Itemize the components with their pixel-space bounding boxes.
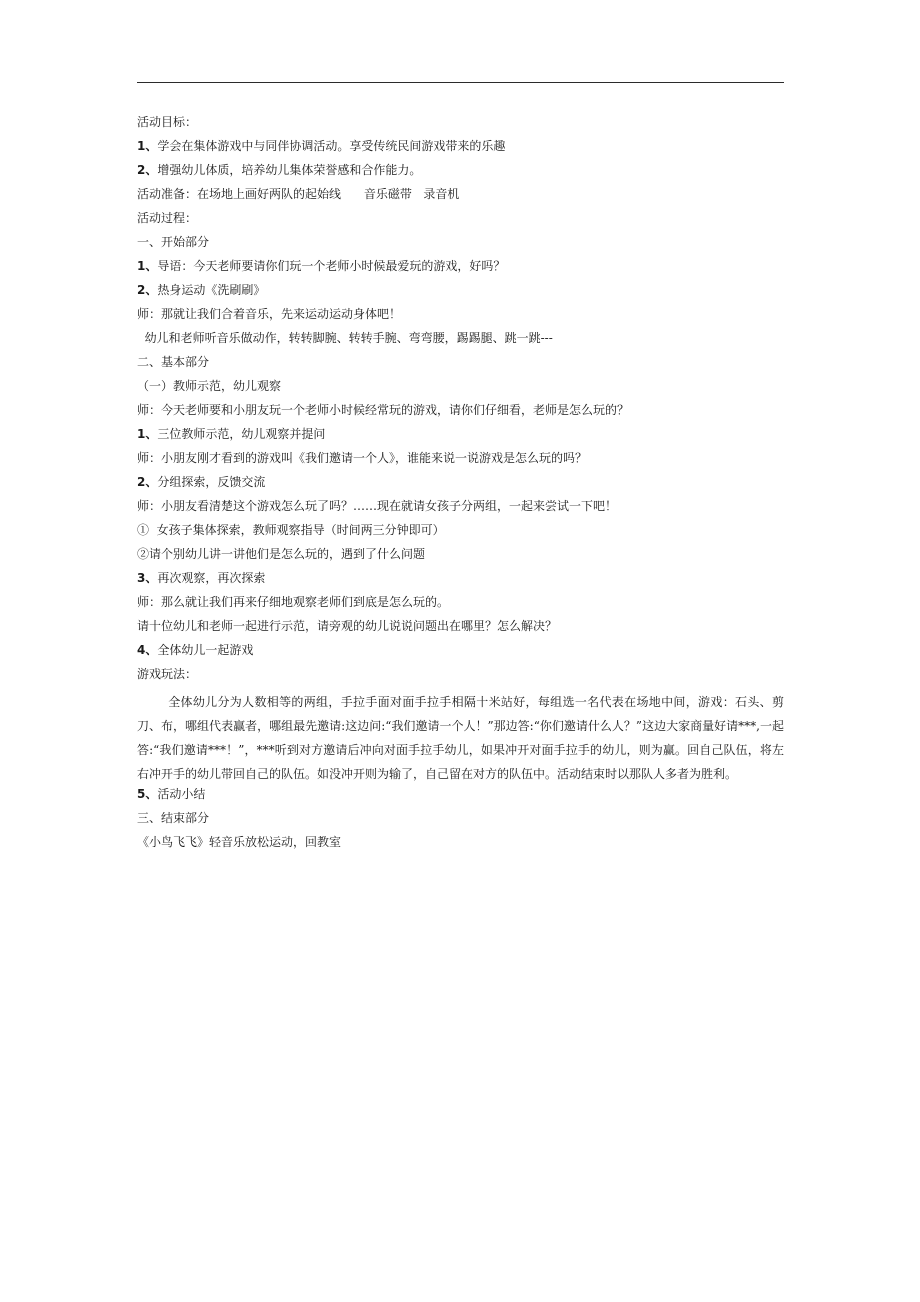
game-rules-paragraph: 全体幼儿分为人数相等的两组，手拉手面对面手拉手相隔十米站好，每组选一名代表在场地中间，游戏：石头、剪刀、布，哪组代表赢者，哪组最先邀请:这边问:“我们邀请一个人！”那边答:“你们邀请什么人？”这边大家商量好请***,一起答:“我们邀请***！”，***听到对方邀请后冲向对面手拉手幼儿，如果冲开对面手拉手的幼儿，则为赢。回自己队伍，将左右冲开手的幼儿带回自己的队伍。如没冲开则为输了，自己留在对方的队伍中。活动结束时以那队人多者为胜利。 — [137, 695, 784, 781]
line-text: 再次观察，再次探索 — [157, 571, 266, 585]
doc-line — [137, 330, 784, 354]
doc-line — [137, 834, 784, 858]
doc-line — [137, 450, 784, 474]
line-text: 学会在集体游戏中与同伴协调活动。享受传统民间游戏带来的乐趣 — [157, 139, 506, 153]
line-text: ②请个别幼儿讲一讲他们是怎么玩的，遇到了什么问题 — [137, 547, 426, 561]
doc-line — [137, 114, 784, 138]
doc-line — [137, 306, 784, 330]
list-number: 2、 — [137, 163, 158, 177]
line-text: 活动过程： — [137, 211, 198, 225]
line-text: ① 女孩子集体探索，教师观察指导（时间两三分钟即可） — [137, 523, 445, 537]
doc-line — [137, 426, 784, 450]
line-text: 分组探索，反馈交流 — [157, 475, 266, 489]
list-number: 2、 — [137, 283, 158, 297]
doc-line — [137, 138, 784, 162]
doc-line — [137, 618, 784, 642]
doc-line — [137, 186, 784, 210]
doc-line — [137, 282, 784, 306]
line-text: 《小鸟飞飞》轻音乐放松运动，回教室 — [137, 835, 342, 849]
list-number: 5、 — [137, 787, 158, 801]
doc-line — [137, 474, 784, 498]
section-heading — [137, 354, 784, 378]
line-text: 二、基本部分 — [137, 355, 210, 369]
doc-line — [137, 666, 784, 690]
document-body — [137, 114, 784, 858]
section-heading — [137, 234, 784, 258]
list-number: 2、 — [137, 475, 158, 489]
line-text: 师：今天老师要和小朋友玩一个老师小时候经常玩的游戏，请你们仔细看，老师是怎么玩的？ — [137, 403, 630, 417]
line-text: 活动准备：在场地上画好两队的起始线 音乐磁带 录音机 — [137, 187, 460, 201]
line-text: （一）教师示范，幼儿观察 — [137, 379, 282, 393]
line-text: 师：那就让我们合着音乐，先来运动运动身体吧！ — [137, 307, 402, 321]
line-text: 三位教师示范，幼儿观察并提问 — [157, 427, 326, 441]
line-text: 增强幼儿体质，培养幼儿集体荣誉感和合作能力。 — [157, 163, 422, 177]
line-text: 一、开始部分 — [137, 235, 210, 249]
line-text: 全体幼儿一起游戏 — [157, 643, 254, 657]
line-text: 活动小结 — [157, 787, 206, 801]
line-text: 师：那么就让我们再来仔细地观察老师们到底是怎么玩的。 — [137, 595, 450, 609]
line-text: 三、结束部分 — [137, 811, 210, 825]
doc-line — [137, 522, 784, 546]
section-heading — [137, 810, 784, 834]
doc-line — [137, 546, 784, 570]
list-number: 4、 — [137, 643, 158, 657]
line-text: 活动目标： — [137, 115, 198, 129]
doc-line — [137, 570, 784, 594]
list-number: 1、 — [137, 427, 158, 441]
doc-line — [137, 162, 784, 186]
list-number: 3、 — [137, 571, 158, 585]
doc-line — [137, 258, 784, 282]
doc-line — [137, 642, 784, 666]
doc-line — [137, 210, 784, 234]
doc-line — [137, 498, 784, 522]
line-text: 幼儿和老师听音乐做动作，转转脚腕、转转手腕、弯弯腰，踢踢腿、跳一跳--- — [137, 331, 553, 345]
line-text: 师：小朋友刚才看到的游戏叫《我们邀请一个人》，谁能来说一说游戏是怎么玩的吗？ — [137, 451, 588, 465]
line-text: 导语：今天老师要请你们玩一个老师小时候最爱玩的游戏，好吗？ — [157, 259, 506, 273]
header-rule — [137, 82, 784, 83]
doc-line — [137, 594, 784, 618]
line-text: 游戏玩法： — [137, 667, 198, 681]
line-text: 请十位幼儿和老师一起进行示范，请旁观的幼儿说说问题出在哪里？怎么解决？ — [137, 619, 558, 633]
line-text: 热身运动《洗刷刷》 — [157, 283, 266, 297]
doc-line — [137, 402, 784, 426]
doc-line — [137, 786, 784, 810]
line-text: 师：小朋友看清楚这个游戏怎么玩了吗？……现在就请女孩子分两组，一起来尝试一下吧！ — [137, 499, 618, 513]
list-number: 1、 — [137, 259, 158, 273]
list-number: 1、 — [137, 139, 158, 153]
doc-line — [137, 378, 784, 402]
